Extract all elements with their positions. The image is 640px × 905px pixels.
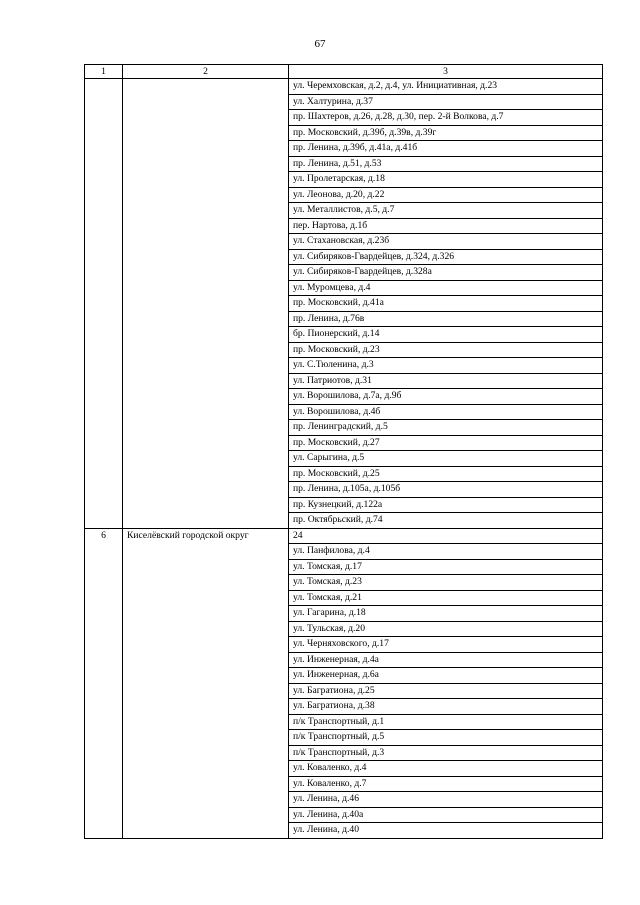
address-cell: пр. Ленина, д.76в: [289, 311, 603, 327]
address-cell: ул. Тульская, д.20: [289, 621, 603, 637]
table-row: [85, 79, 603, 95]
municipality-name-cell: [123, 79, 289, 529]
address-cell: ул. Халтурина, д.37: [289, 94, 603, 110]
municipality-name-cell: Киселёвский городской округ: [123, 528, 289, 838]
address-cell: ул. С.Тюленина, д.3: [289, 358, 603, 374]
address-cell: пер. Нартова, д.1б: [289, 218, 603, 234]
address-cell: пр. Московский, д.27: [289, 435, 603, 451]
address-cell: ул. Муромцева, д.4: [289, 280, 603, 296]
row-number-cell: 6: [85, 528, 123, 838]
address-cell: ул. Гагарина, д.18: [289, 606, 603, 622]
address-cell: ул. Ленина, д.40: [289, 823, 603, 839]
address-cell: пр. Октябрьский, д.74: [289, 513, 603, 529]
table-row: [85, 528, 603, 544]
address-cell: ул. Томская, д.23: [289, 575, 603, 591]
address-cell: ул. Ворошилова, д.4б: [289, 404, 603, 420]
address-cell: ул. Ворошилова, д.7а, д.9б: [289, 389, 603, 405]
row-number-cell: [85, 79, 123, 529]
address-cell: пр. Ленина, д.105а, д.105б: [289, 482, 603, 498]
address-cell: ул. Металлистов, д.5, д.7: [289, 203, 603, 219]
address-cell: ул. Багратиона, д.25: [289, 683, 603, 699]
address-cell: п/к Транспортный, д.5: [289, 730, 603, 746]
address-cell: пр. Московский, д.39б, д.39в, д.39г: [289, 125, 603, 141]
column-header-1: 1: [85, 65, 123, 79]
address-cell: ул. Сибиряков-Гвардейцев, д.324, д.326: [289, 249, 603, 265]
page-number: 67: [314, 38, 326, 50]
column-header-3: 3: [289, 65, 603, 79]
table-body: [85, 79, 603, 839]
address-cell: пр. Ленина, д.39б, д.41а, д.41б: [289, 141, 603, 157]
address-cell: пр. Ленинградский, д.5: [289, 420, 603, 436]
address-cell: п/к Транспортный, д.3: [289, 745, 603, 761]
address-cell: ул. Томская, д.21: [289, 590, 603, 606]
address-cell: ул. Леонова, д.20, д.22: [289, 187, 603, 203]
address-cell: пр. Кузнецкий, д.122а: [289, 497, 603, 513]
address-table: [84, 64, 603, 839]
address-cell: ул. Багратиона, д.38: [289, 699, 603, 715]
address-cell: п/к Транспортный, д.1: [289, 714, 603, 730]
address-cell: ул. Коваленко, д.4: [289, 761, 603, 777]
address-cell: ул. Черняховского, д.17: [289, 637, 603, 653]
address-cell: ул. Инженерная, д.4а: [289, 652, 603, 668]
address-cell: ул. Стахановская, д.23б: [289, 234, 603, 250]
address-cell: пр. Шахтеров, д.26, д.28, д.30, пер. 2-й Волкова, д.7: [289, 110, 603, 126]
address-cell: пр. Ленина, д.51, д.53: [289, 156, 603, 172]
address-cell: ул. Сарыгина, д.5: [289, 451, 603, 467]
address-cell: ул. Патриотов, д.31: [289, 373, 603, 389]
address-cell: ул. Черемховская, д.2, д.4, ул. Инициативная, д.23: [289, 79, 603, 95]
address-cell: пр. Московский, д.41а: [289, 296, 603, 312]
address-cell: ул. Инженерная, д.6а: [289, 668, 603, 684]
address-cell: бр. Пионерский, д.14: [289, 327, 603, 343]
address-cell: 24: [289, 528, 603, 544]
address-cell: пр. Московский, д.25: [289, 466, 603, 482]
address-cell: ул. Ленина, д.40а: [289, 807, 603, 823]
address-cell: ул. Сибиряков-Гвардейцев, д.328а: [289, 265, 603, 281]
address-cell: пр. Московский, д.23: [289, 342, 603, 358]
address-cell: ул. Панфилова, д.4: [289, 544, 603, 560]
column-header-2: 2: [123, 65, 289, 79]
address-cell: ул. Пролетарская, д.18: [289, 172, 603, 188]
table-header-row: [85, 65, 603, 79]
address-cell: ул. Томская, д.17: [289, 559, 603, 575]
address-cell: ул. Коваленко, д.7: [289, 776, 603, 792]
address-cell: ул. Ленина, д.46: [289, 792, 603, 808]
